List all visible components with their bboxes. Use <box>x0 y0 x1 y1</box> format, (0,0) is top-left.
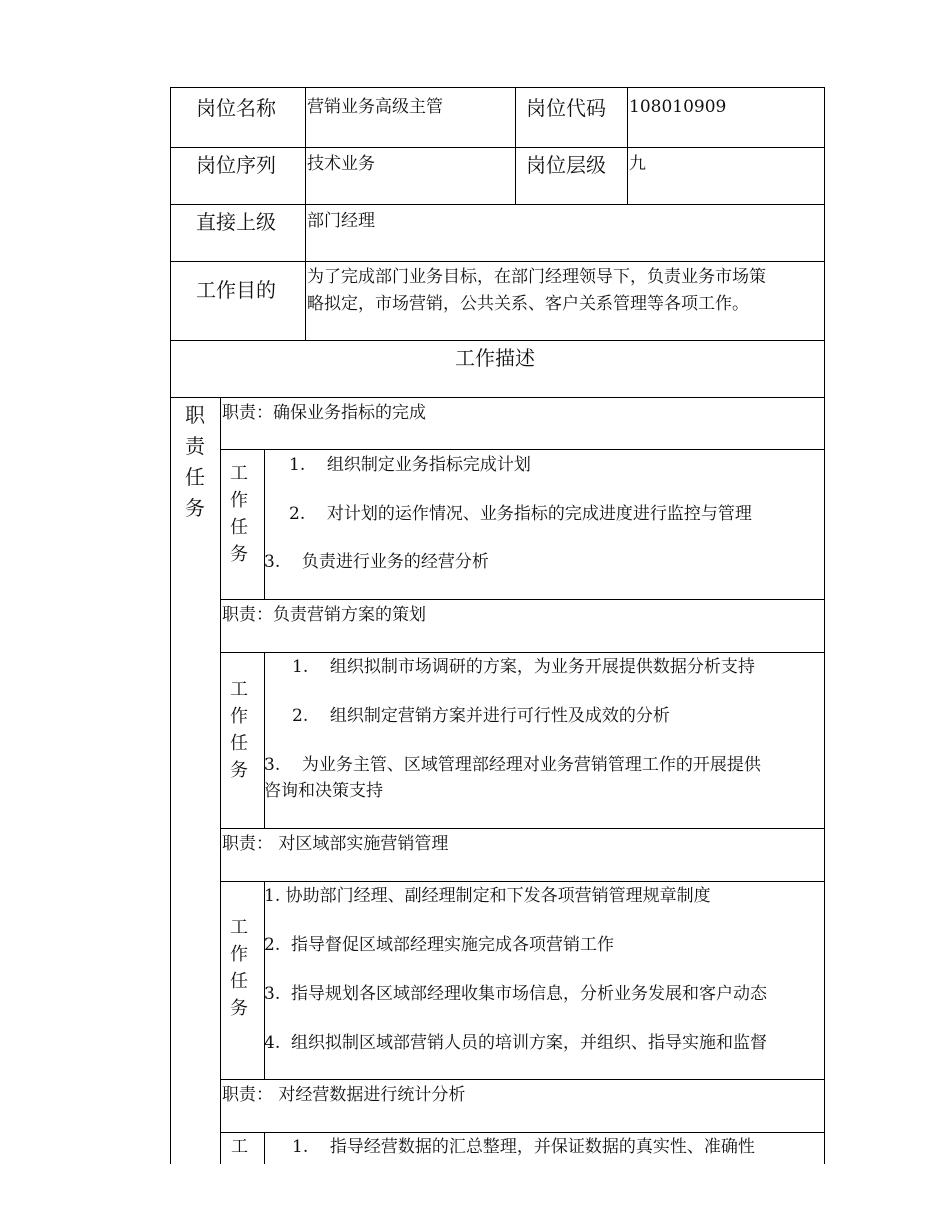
duty-title: 职责：负责营销方案的策划 <box>222 605 426 625</box>
task-label-char: 工 <box>230 917 248 938</box>
task-label-char: 任 <box>230 517 248 538</box>
task-label-char: 任 <box>230 733 248 754</box>
task-label-char: 作 <box>230 706 248 727</box>
duty-title: 职责： 对经营数据进行统计分析 <box>222 1085 466 1105</box>
duties-vertical-label <box>182 400 208 524</box>
duties-label-char: 务 <box>185 496 205 520</box>
position-name-value: 营销业务高级主管 <box>307 97 443 117</box>
task-label-char: 作 <box>230 944 248 965</box>
col-divider <box>264 449 265 599</box>
task-item: 1. 指导经营数据的汇总整理，并保证数据的真实性、准确性 <box>292 1137 755 1157</box>
task-vertical-label <box>229 460 249 568</box>
row-divider <box>170 204 825 205</box>
task-label-char: 工 <box>230 463 248 484</box>
row-divider <box>220 449 825 450</box>
col-divider <box>220 397 221 1164</box>
col-divider <box>305 88 306 340</box>
task-item: 1. 协助部门经理、副经理制定和下发各项营销管理规章制度 <box>264 886 711 906</box>
position-code-value: 108010909 <box>629 97 727 117</box>
task-vertical-label-partial: 工 <box>231 1137 248 1157</box>
task-item: 3. 为业务主管、区域管理部经理对业务营销管理工作的开展提供 <box>264 755 761 775</box>
row-divider <box>170 340 825 341</box>
task-label-char: 作 <box>230 490 248 511</box>
sequence-label: 岗位序列 <box>196 153 276 177</box>
row-divider <box>170 261 825 262</box>
task-label-char: 务 <box>230 544 248 565</box>
superior-value: 部门经理 <box>307 211 375 231</box>
duties-label-char: 任 <box>185 465 205 489</box>
purpose-text-line2: 略拟定，市场营销，公共关系、客户关系管理等各项工作。 <box>307 294 749 314</box>
task-item: 2. 指导督促区域部经理实施完成各项营销工作 <box>264 935 615 955</box>
col-divider <box>627 88 628 204</box>
task-item-continued: 咨询和决策支持 <box>264 781 383 801</box>
task-item: 1. 组织制定业务指标完成计划 <box>289 455 531 475</box>
row-divider <box>220 1132 825 1133</box>
purpose-text-line1: 为了完成部门业务目标，在部门经理领导下，负责业务市场策 <box>307 267 766 287</box>
section-title: 工作描述 <box>455 346 535 370</box>
col-divider <box>264 1132 265 1164</box>
purpose-label: 工作目的 <box>196 278 276 302</box>
task-label-char: 工 <box>230 679 248 700</box>
task-label-char: 任 <box>230 971 248 992</box>
task-label-char: 务 <box>230 760 248 781</box>
duty-title: 职责： 对区域部实施营销管理 <box>222 834 449 854</box>
level-value: 九 <box>629 154 646 174</box>
row-divider <box>170 397 825 398</box>
task-item: 2. 对计划的运作情况、业务指标的完成进度进行监控与管理 <box>289 504 752 524</box>
task-item: 1. 组织拟制市场调研的方案，为业务开展提供数据分析支持 <box>292 657 755 677</box>
row-divider <box>220 828 825 829</box>
row-divider <box>220 881 825 882</box>
superior-label: 直接上级 <box>196 210 276 234</box>
task-label-char: 务 <box>230 998 248 1019</box>
row-divider <box>170 147 825 148</box>
task-item: 3. 负责进行业务的经营分析 <box>264 552 489 572</box>
task-item: 4. 组织拟制区域部营销人员的培训方案，并组织、指导实施和监督 <box>264 1033 768 1053</box>
level-label: 岗位层级 <box>526 153 606 177</box>
task-vertical-label <box>229 914 249 1022</box>
row-divider <box>220 1079 825 1080</box>
row-divider <box>220 652 825 653</box>
task-item: 3. 指导规划各区域部经理收集市场信息，分析业务发展和客户动态 <box>264 984 768 1004</box>
row-divider <box>220 599 825 600</box>
duty-title: 职责：确保业务指标的完成 <box>222 403 426 423</box>
duties-label-char: 责 <box>185 434 205 458</box>
task-item: 2. 组织制定营销方案并进行可行性及成效的分析 <box>292 706 670 726</box>
sequence-value: 技术业务 <box>307 154 375 174</box>
task-vertical-label <box>229 676 249 784</box>
duties-label-char: 职 <box>185 403 205 427</box>
position-code-label: 岗位代码 <box>526 96 606 120</box>
col-divider <box>515 88 516 204</box>
position-name-label: 岗位名称 <box>196 96 276 120</box>
